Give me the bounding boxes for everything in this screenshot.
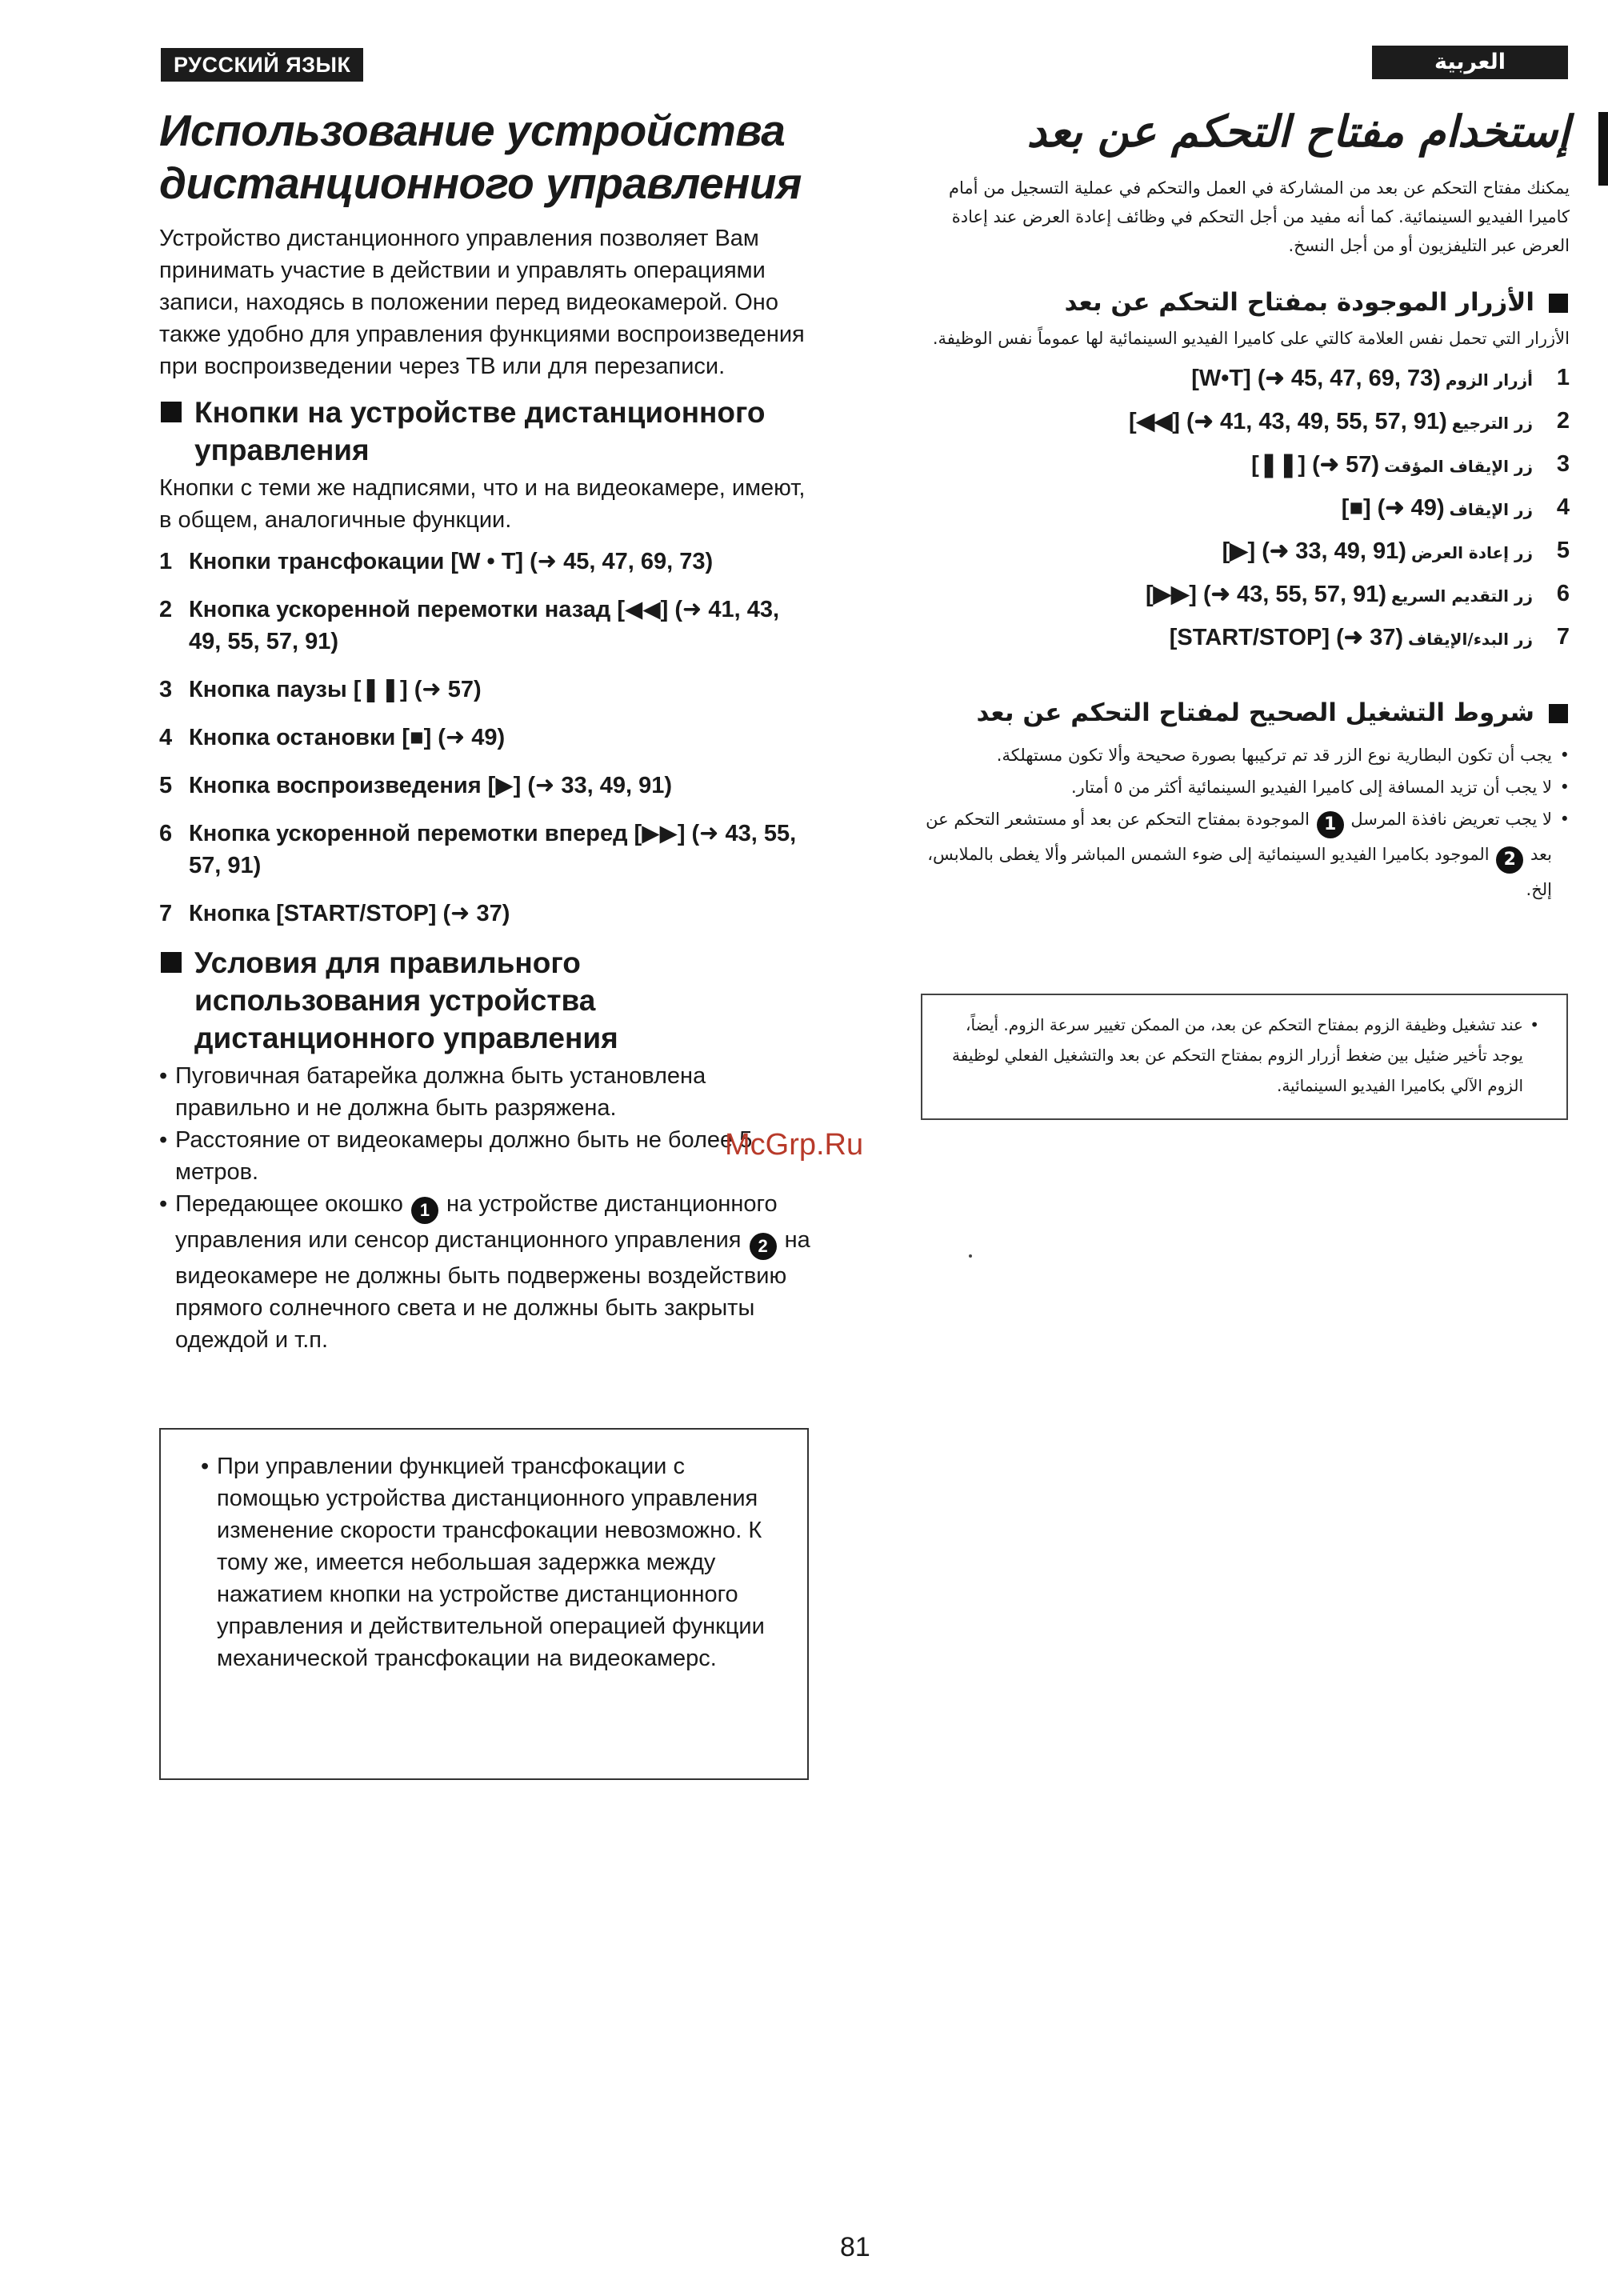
russian-column (159, 104, 815, 1356)
item-number: 1 (1556, 365, 1570, 390)
item-number: 4 (1556, 494, 1570, 520)
language-tag-russian: РУССКИЙ ЯЗЫК (161, 48, 363, 82)
condition-battery: • يجب أن تكون البطارية نوع الزر قد تم تركيبها بصورة صحيحة وألا تكون مستهلكة. (904, 739, 1570, 771)
language-tag-arabic: العربية (1372, 46, 1568, 79)
marker-2-icon: 2 (1496, 846, 1523, 874)
item-number: 5 (1556, 538, 1570, 563)
list-item (904, 362, 1570, 395)
item-label: زر البدء/الإيقاف (1408, 630, 1533, 649)
item-number: 2 (1556, 408, 1570, 434)
condition-window-part-b: на устройстве дистанционного управления или сенсор дистанционного управления (175, 1191, 778, 1253)
condition-distance: • لا يجب أن تزيد المسافة إلى كاميرا الفيديو السينمائية أكثر من ٥ أمتار. (904, 771, 1570, 803)
item-label: أزرار الزوم (1445, 370, 1533, 390)
conditions-list-arabic (904, 739, 1570, 906)
condition-window-part-a: لا يجب تعريض نافذة المرسل (1350, 810, 1552, 829)
list-item (159, 674, 815, 706)
condition-window-part-c: الموجود بكاميرا الفيديو السينمائية إلى ضوء الشمس المباشر وألا يغطى بالملابس، إلخ. (927, 845, 1552, 899)
item-reference: [▶] (➜ 33, 49, 91) (1222, 538, 1406, 564)
item-label: زر الإيقاف (1449, 500, 1533, 519)
item-text: Кнопка воспроизведения [▶] (➜ 33, 49, 91) (189, 773, 673, 798)
item-number: 3 (1556, 451, 1570, 477)
buttons-heading-text: الأزرار الموجودة بمفتاح التحكم عن بعد (1064, 288, 1534, 317)
watermark-text: McGrp.Ru (725, 1128, 864, 1162)
item-number: 1 (159, 549, 173, 574)
stray-dot (969, 1254, 972, 1258)
list-item (904, 406, 1570, 438)
marker-1-icon: 1 (411, 1197, 438, 1224)
buttons-heading-arabic (904, 284, 1570, 321)
item-text: Кнопки трансфокации [W • T] (➜ 45, 47, 69, 73) (189, 549, 714, 574)
item-reference: [▶▶] (➜ 43, 55, 57, 91) (1146, 582, 1387, 607)
list-item (159, 722, 815, 754)
item-number: 7 (1556, 624, 1570, 650)
item-reference: [■] (➜ 49) (1341, 495, 1445, 521)
page-title-russian: Использование устройства дистанционного управления (159, 106, 802, 208)
buttons-list-russian (159, 546, 815, 930)
item-number: 6 (1556, 581, 1570, 606)
square-bullet-icon (161, 952, 182, 973)
list-item (904, 535, 1570, 568)
buttons-intro-arabic: الأزرار التي تحمل نفس العلامة كالتي على كاميرا الفيديو السينمائية لها عموماً نفس الوظيفة. (932, 329, 1570, 348)
intro-paragraph-russian: Устройство дистанционного управления позволяет Вам принимать участие в действии и управлять операциями записи, находясь в положении перед видеокамерой. Оно также удобно для управления функциями воспроизведения при воспроизведении через ТВ или для перезаписи. (159, 226, 805, 379)
section-edge-marker (1598, 112, 1608, 186)
conditions-heading-russian (159, 944, 815, 1057)
marker-1-icon: 1 (1317, 811, 1344, 838)
buttons-intro-russian: Кнопки с теми же надписями, что и на видеокамере, имеют, в общем, аналогичные функции. (159, 475, 806, 533)
condition-battery: • Пуговичная батарейка должна быть установлена правильно и не должна быть разряжена. (159, 1060, 815, 1124)
note-box-arabic (921, 994, 1568, 1120)
square-bullet-icon (1549, 294, 1568, 313)
item-number: 3 (159, 677, 173, 702)
list-item (159, 898, 815, 930)
list-item (904, 622, 1570, 654)
arabic-column (904, 100, 1570, 906)
square-bullet-icon (161, 402, 182, 422)
list-item (159, 770, 815, 802)
item-label: زر إعادة العرض (1410, 543, 1533, 562)
condition-window (904, 803, 1570, 906)
condition-window-part-a: Передающее окошко (175, 1191, 403, 1217)
item-text: Кнопка остановки [■] (➜ 49) (189, 725, 506, 750)
item-reference: [◀◀] (➜ 41, 43, 49, 55, 57, 91) (1129, 409, 1447, 434)
conditions-list-russian (159, 1060, 815, 1356)
item-label: زر الإيقاف المؤقت (1384, 457, 1533, 476)
list-item (159, 594, 815, 658)
list-item (159, 818, 815, 882)
condition-window (159, 1188, 815, 1356)
page-title-arabic: إستخدام مفتاح التحكم عن بعد (1026, 106, 1570, 157)
note-text-arabic: • عند تشغيل وظيفة الزوم بمفتاح التحكم عن بعد، من الممكن تغيير سرعة الزوم. أيضاً، يوجد تأخير ضئيل بين ضغط أزرار الزوم بمفتاح التحكم عن بعد والتشغيل الفعلي لوظيفة الزوم الآلي بكاميرا الفيديو السينمائية. (946, 1010, 1539, 1101)
item-reference: [❚❚] (➜ 57) (1251, 452, 1380, 478)
item-label: زر الترجيع (1451, 414, 1533, 433)
item-text: Кнопка ускоренной перемотки вперед [▶▶] (➜ 43, 55, 57, 91) (189, 821, 797, 878)
item-number: 7 (159, 901, 173, 926)
intro-paragraph-arabic: يمكنك مفتاح التحكم عن بعد من المشاركة في العمل والتحكم في عملية التسجيل من أمام كاميرا الفيديو السينمائية. كما أنه مفيد من أجل التحكم في وظائف إعادة العرض عند إعادة العرض عبر التليفزيون أو من أجل النسخ. (949, 178, 1570, 255)
item-text: Кнопка паузы [❚❚] (➜ 57) (189, 677, 482, 702)
buttons-heading-text: Кнопки на устройстве дистанционного управления (194, 396, 766, 466)
item-number: 2 (159, 597, 173, 622)
condition-distance: • Расстояние от видеокамеры должно быть не более 5 метров. (159, 1124, 815, 1188)
conditions-heading-arabic (904, 694, 1570, 731)
buttons-list-arabic (904, 362, 1570, 654)
conditions-heading-text: Условия для правильного использования устройства дистанционного управления (194, 946, 618, 1054)
item-label: زر التقديم السريع (1391, 586, 1533, 606)
item-number: 4 (159, 725, 173, 750)
list-item (159, 546, 815, 578)
item-text: Кнопка [START/STOP] (➜ 37) (189, 901, 510, 926)
marker-2-icon: 2 (750, 1233, 777, 1260)
list-item (904, 492, 1570, 525)
item-number: 6 (159, 821, 173, 846)
buttons-heading-russian (159, 394, 815, 469)
note-text-russian: • При управлении функцией трансфокации с помощью устройства дистанционного управления изменение скорости трансфокации невозможно. К тому же, имеется небольшая задержка между нажатием кнопки на устройстве дистанционного управления и действительной операцией функции механической трансфокации на видеокамерс. (201, 1450, 775, 1674)
item-number: 5 (159, 773, 173, 798)
item-reference: [W•T] (➜ 45, 47, 69, 73) (1191, 366, 1441, 391)
square-bullet-icon (1549, 704, 1568, 723)
list-item (904, 578, 1570, 611)
condition-window-part-c: на видеокамере не должны быть подвержены воздействию прямого солнечного света и не должны быть закрыты одеждой и т.п. (175, 1227, 810, 1353)
conditions-heading-text: شروط التشغيل الصحيح لمفتاح التحكم عن بعد (976, 698, 1534, 727)
page-number: 81 (840, 2232, 870, 2262)
list-item (904, 449, 1570, 482)
item-reference: [START/STOP] (➜ 37) (1169, 625, 1403, 650)
note-box-russian (159, 1428, 809, 1780)
item-text: Кнопка ускоренной перемотки назад [◀◀] (➜ 41, 43, 49, 55, 57, 91) (189, 597, 780, 654)
condition-window-part-b: الموجودة بمفتاح التحكم عن بعد أو مستشعر التحكم عن بعد (926, 810, 1552, 864)
